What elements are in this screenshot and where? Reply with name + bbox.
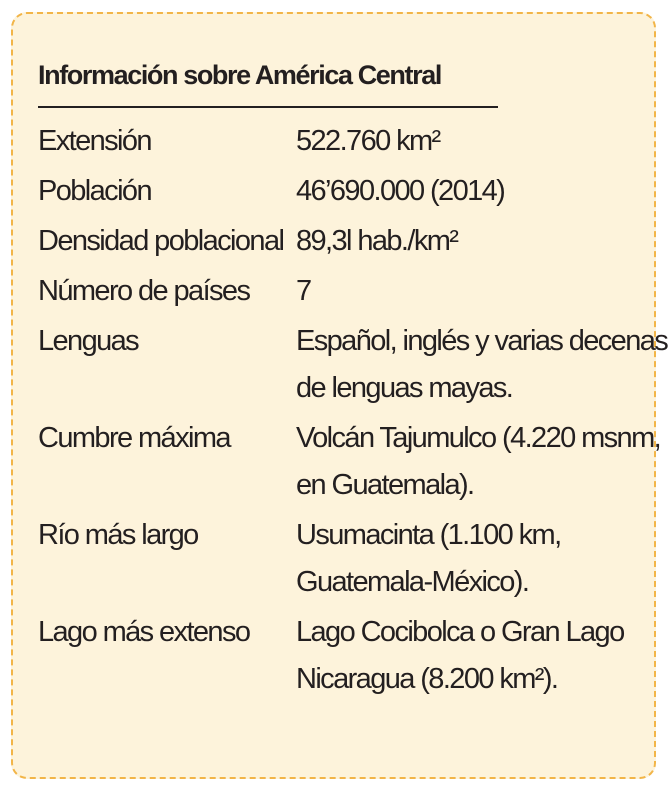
row-value-line: 522.760 km²: [296, 125, 440, 157]
row-label: Lago más extenso: [38, 616, 250, 648]
table-row: [38, 415, 661, 509]
card-title: Información sobre América Central: [38, 60, 441, 90]
table-row: [38, 268, 638, 315]
row-value: [296, 415, 660, 509]
row-value-line: Volcán Tajumulco (4.220 msnm,: [296, 422, 661, 454]
title-underline: [38, 106, 498, 108]
row-value: [296, 218, 638, 265]
table-row: [38, 512, 638, 606]
row-value-line: 46’690.000 (2014): [296, 175, 505, 207]
table-row: [38, 318, 668, 412]
row-label: Río más largo: [38, 519, 198, 551]
row-value-line: Español, inglés y varias decenas: [296, 325, 668, 357]
row-value-line: Lago Cocibolca o Gran Lago: [296, 616, 624, 648]
table-row: [38, 168, 638, 215]
row-label: Cumbre máxima: [38, 422, 230, 454]
row-value: [296, 609, 638, 703]
row-label: Densidad poblacional: [38, 225, 284, 257]
row-label: Población: [38, 175, 151, 207]
row-value: [296, 512, 638, 606]
row-value: [296, 268, 638, 315]
row-value-line: 89,3l hab./km²: [296, 225, 458, 257]
table-row: [38, 118, 638, 165]
row-value: [296, 168, 638, 215]
row-value-line: Usumacinta (1.100 km,: [296, 519, 561, 551]
row-label: Extensión: [38, 125, 151, 157]
row-value: [296, 118, 638, 165]
row-value-line: de lenguas mayas.: [296, 372, 513, 404]
row-value: [296, 318, 667, 412]
row-value-line: Nicaragua (8.200 km²).: [296, 663, 558, 695]
row-value-line: Guatemala-México).: [296, 566, 529, 598]
info-table: [38, 118, 668, 706]
row-value-line: en Guatemala).: [296, 469, 474, 501]
row-label: Número de países: [38, 275, 250, 307]
table-row: [38, 218, 638, 265]
table-row: [38, 609, 638, 703]
row-label: Lenguas: [38, 325, 139, 357]
row-value-line: 7: [296, 275, 311, 307]
